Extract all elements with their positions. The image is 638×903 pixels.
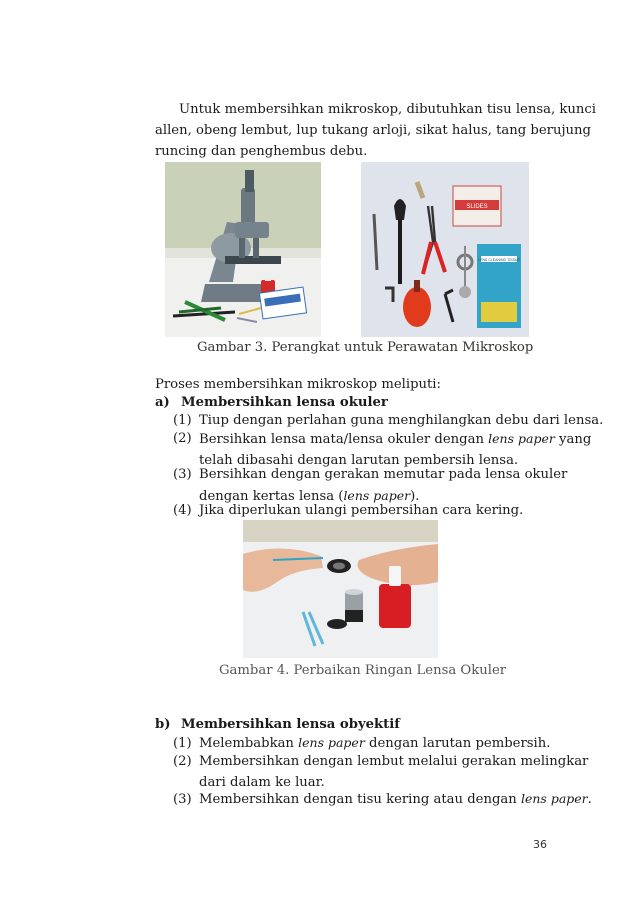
lens-tissue-label: LENS CLEANING TISSUE xyxy=(478,258,520,262)
section-a-title: Membersihkan lensa okuler xyxy=(181,395,388,410)
item-number: (3) xyxy=(173,467,192,482)
figure4-caption: Gambar 4. Perbaikan Ringan Lensa Okuler xyxy=(219,663,507,678)
item-number: (2) xyxy=(173,754,192,769)
section-b-item-2 xyxy=(173,752,589,793)
slides-box-label: SLIDES xyxy=(466,204,488,210)
item-text: dengan kertas lensa ( xyxy=(199,488,344,504)
intro-line-3: runcing dan penghembus debu. xyxy=(155,144,368,159)
item-italic: lens paper xyxy=(298,735,365,750)
intro-line-1: Untuk membersihkan mikroskop, dibutuhkan tisu lensa, kunci xyxy=(179,102,596,117)
item-number: (1) xyxy=(173,413,192,428)
item-text: Bersihkan lensa mata/lensa okuler dengan xyxy=(199,432,484,447)
item-number: (4) xyxy=(173,503,192,518)
figure3-caption: Gambar 3. Perangkat untuk Perawatan Mikroskop xyxy=(197,340,534,355)
item-text: Bersihkan dengan gerakan memutar pada lensa okuler xyxy=(199,467,568,482)
item-text-line2: telah dibasahi dengan larutan pembersih lensa. xyxy=(199,452,519,468)
item-text: dengan larutan pembersih. xyxy=(369,736,551,751)
item-text: Tiup dengan perlahan guna menghilangkan debu dari lensa. xyxy=(199,413,604,428)
item-text-line2: dari dalam ke luar. xyxy=(199,774,325,790)
tools-photo xyxy=(361,162,529,337)
item-text: . xyxy=(587,792,592,807)
eyepiece-cleaning-photo xyxy=(243,520,438,658)
section-b-title: Membersihkan lensa obyektif xyxy=(181,717,400,732)
page-number: 36 xyxy=(533,838,547,851)
item-italic: lens paper xyxy=(343,487,411,503)
item-text: yang xyxy=(559,432,592,447)
process-intro: Proses membersihkan mikroskop meliputi: xyxy=(155,377,441,392)
item-italic: lens paper xyxy=(488,431,555,446)
section-a-marker: a) xyxy=(155,395,170,410)
section-b-marker: b) xyxy=(155,717,171,732)
microscope-photo xyxy=(165,162,321,337)
item-number: (2) xyxy=(173,431,192,446)
item-number: (1) xyxy=(173,736,192,751)
item-text: Melembabkan xyxy=(199,736,294,751)
item-italic: lens paper xyxy=(520,791,588,806)
slides-box xyxy=(453,186,501,226)
item-number: (3) xyxy=(173,792,192,807)
lens-tissue-box xyxy=(477,244,521,328)
item-text: Jika diperlukan ulangi pembersihan cara kering. xyxy=(199,503,524,518)
item-text: Membersihkan dengan lembut melalui gerakan melingkar xyxy=(199,754,589,769)
section-a-item-4 xyxy=(173,501,523,522)
section-b-item-3 xyxy=(173,789,592,811)
item-text: Membersihkan dengan tisu kering atau dengan xyxy=(199,792,517,807)
intro-line-2: allen, obeng lembut, lup tukang arloji, sikat halus, tang berujung xyxy=(155,123,591,138)
item-text: ). xyxy=(410,488,420,504)
